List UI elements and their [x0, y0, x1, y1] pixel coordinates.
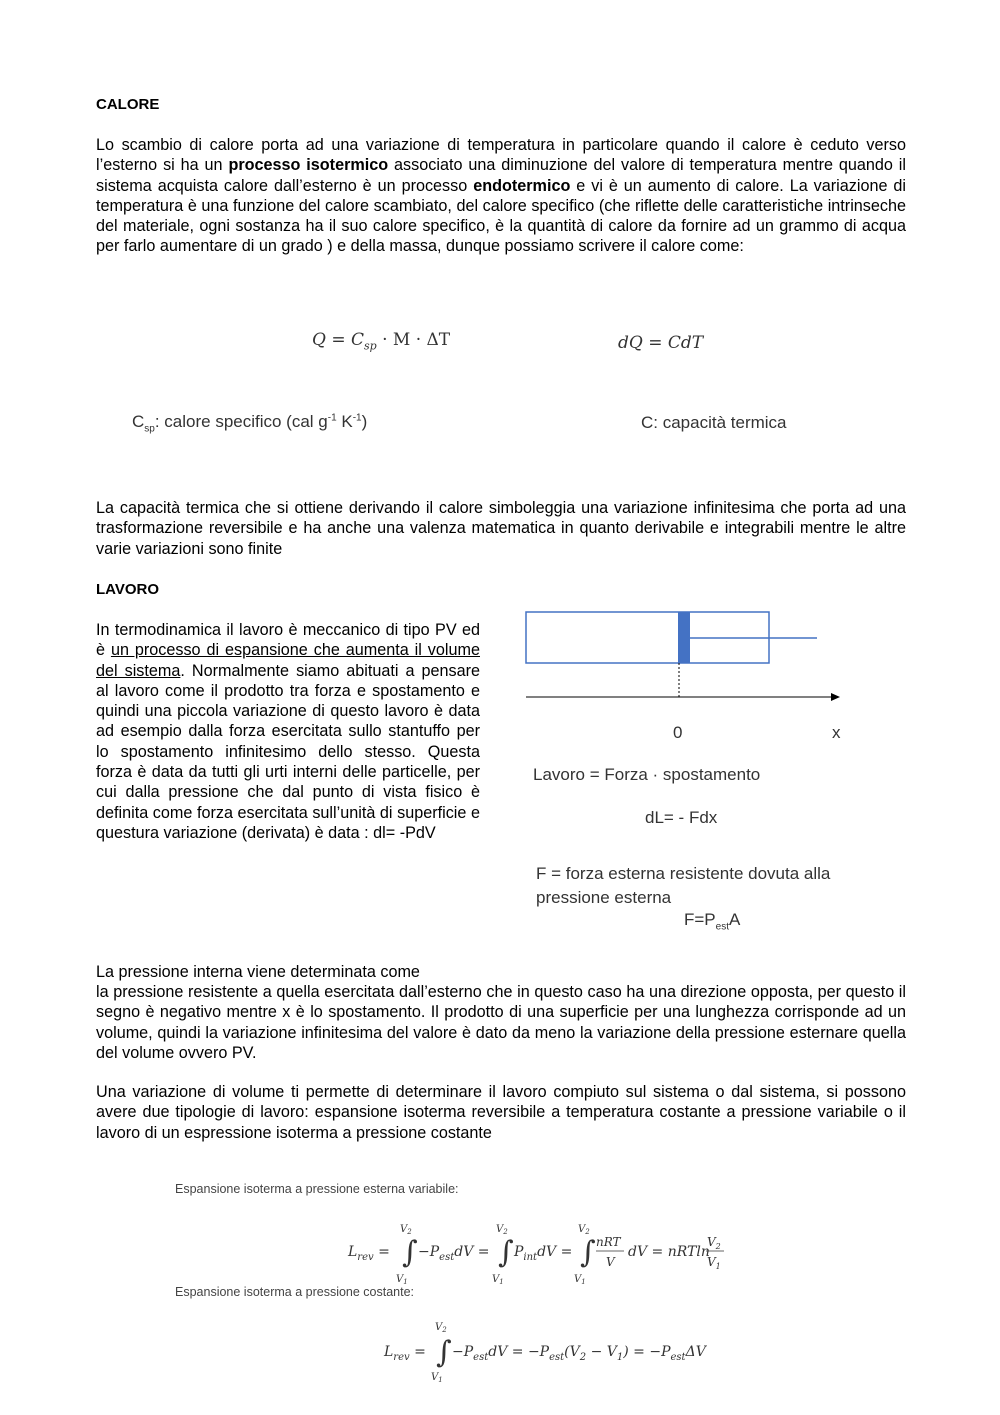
int-upper: $V_2$: [578, 1224, 590, 1236]
legend-superscript: -1: [327, 412, 337, 424]
legend-heat-capacity: C: capacità termica: [641, 413, 787, 432]
force-part: F=P: [684, 910, 716, 929]
bold-term-endotermico: endotermico: [473, 176, 571, 195]
caption-variable-pressure: Espansione isoterma a pressione esterna variabile:: [175, 1182, 459, 1196]
integral-sign-icon: ∫: [436, 1335, 452, 1370]
legend-part: ): [361, 412, 368, 431]
paragraph-lavoro-column: [96, 620, 480, 843]
text-run: associato una diminuzione del valore di temperatura mentre quando il sistema acquista calore dall’esterno è un processo: [96, 156, 906, 195]
figure-force-pressure: [684, 910, 740, 932]
int-upper: $V_2$: [496, 1224, 508, 1236]
text-run: In termodinamica il lavoro è meccanico di tipo PV ed è: [96, 621, 480, 660]
figure-differential-work: dL= - Fdx: [645, 808, 718, 827]
int-lower: $V_1$: [574, 1274, 586, 1286]
piston-diagram: [520, 605, 860, 745]
paragraph-pressure-rest: la pressione resistente a quella esercitata dall’esterno che in questo caso ha una direzione opposta, per questo il segno è negativo mentre x è lo spostamento. Il prodotto di una superficie per una lunghezza corrisponde ad un volume, quindi la variazione infinitesima del valore è dato da meno la variazione della pressione esternare quella del volume ovvero PV.: [96, 983, 906, 1062]
figure-work-equation: Lavoro = Forza · spostamento: [533, 765, 761, 784]
eq-term3: dV = nRTln: [628, 1244, 710, 1260]
paragraph-heat-capacity: La capacità termica che si ottiene derivando il calore simboleggia una variazione infinitesima che porta ad una trasformazione reversibile e ha anche una valenza matematica in quanto derivabile e integrabili mentre le altre varie variazioni sono finite: [96, 499, 906, 558]
text-run: . Normalmente siamo abituati a pensare al lavoro come il prodotto tra forza e spostamento e quindi una piccola variazione di questo lavoro è data ad esempio dalla forza esercitata sullo stantuffo per lo spostamento infinitesimo dello stesso. Questa forza è data da tutti gli urti interni delle particelle, per cui dalla pressione che dal punto di vista fisico è definita come forza esercitata sull’unità di superficie e questura variazione (derivata) è data : dl= -PdV: [96, 661, 480, 842]
eq-lhs: $L_{rev}$ =: [348, 1244, 390, 1263]
legend-part: : calore specifico (cal g: [154, 412, 328, 431]
int-lower: $V_1$: [396, 1274, 408, 1286]
paragraph-pressure-line1: La pressione interna viene determinata come: [96, 963, 420, 981]
int-upper: $V_2$: [400, 1224, 412, 1236]
legend-superscript: -1: [352, 412, 362, 424]
text-run: Lo scambio di calore porta ad una variazione di temperatura in particolare quando il calore è ceduto verso l’esterno si ha un: [96, 136, 906, 175]
eq-lhs: $L_{rev}$ =: [384, 1344, 426, 1363]
force-description-line: F = forza esterna resistente dovuta alla: [536, 864, 831, 883]
frac-numerator: nRT: [596, 1235, 621, 1249]
force-part: A: [729, 910, 741, 929]
ln-numerator: $V_2$: [707, 1235, 721, 1251]
equation-variable-pressure: [340, 1218, 740, 1288]
force-subscript: est: [715, 921, 729, 933]
x-axis-arrow-icon: [831, 693, 840, 701]
paragraph-calore-intro: [96, 135, 906, 257]
caption-constant-pressure: Espansione isoterma a pressione costante:: [175, 1285, 415, 1299]
paragraph-volume-variation: Una variazione di volume ti permette di determinare il lavoro compiuto sul sistema o dal sistema, si possono avere due tipologie di lavoro: espansione isoterma reversibile a temperatura costante a pressione variabile o il lavoro di un espressione isoterma a pressione costante: [96, 1083, 906, 1142]
eq-term1: $-P_{est}dV$ =: [418, 1244, 490, 1263]
int-lower: $V_1$: [492, 1274, 504, 1286]
legend-specific-heat: [132, 412, 367, 434]
formula-part: · M · ΔT: [376, 330, 451, 350]
formula-heat-differential: dQ = CdT: [618, 333, 704, 353]
equation-constant-pressure: [380, 1318, 720, 1384]
formula-heat: [312, 330, 450, 352]
integral-sign-icon: ∫: [498, 1235, 514, 1270]
int-upper: $V_2$: [435, 1322, 447, 1334]
ln-denominator: $V_1$: [707, 1255, 721, 1271]
bold-term-isotermico: processo isotermico: [228, 156, 389, 175]
int-lower: $V_1$: [431, 1372, 443, 1384]
axis-label-x: x: [832, 723, 841, 742]
piston-head: [678, 612, 690, 663]
legend-part: K: [336, 412, 353, 431]
heading-calore: CALORE: [96, 96, 160, 113]
eq-term2: $P_{int}dV$ =: [514, 1244, 573, 1263]
heading-lavoro: LAVORO: [96, 581, 160, 598]
integral-sign-icon: ∫: [402, 1235, 418, 1270]
axis-label-zero: 0: [673, 723, 683, 742]
formula-part: Q = C: [312, 330, 364, 350]
formula-subscript: sp: [364, 339, 377, 353]
frac-denominator: V: [606, 1255, 615, 1269]
legend-subscript: sp: [144, 423, 155, 435]
underlined-definition: un processo di espansione che aumenta il volume del sistema: [96, 641, 480, 680]
figure-force-description: [536, 862, 898, 910]
integral-sign-icon: ∫: [580, 1235, 596, 1270]
text-run: e vi è un aumento di calore. La variazione di temperatura è una funzione del calore scambiato, del calore specifico (che riflette delle caratteristiche intrinseche del materiale, ogni sostanza ha il suo calore specifico, è la quantità di calore da fornire ad un grammo di acqua per farlo aumentare di un grado ) e della massa, dunque possiamo scrivere il calore come:: [96, 176, 906, 256]
legend-part: C: [132, 412, 145, 431]
force-description-line: pressione esterna: [536, 888, 672, 907]
eq-body: $-P_{est}dV = -P_{est}(V_2 - V_1) = -P_{est}\Delta V$: [452, 1344, 706, 1363]
